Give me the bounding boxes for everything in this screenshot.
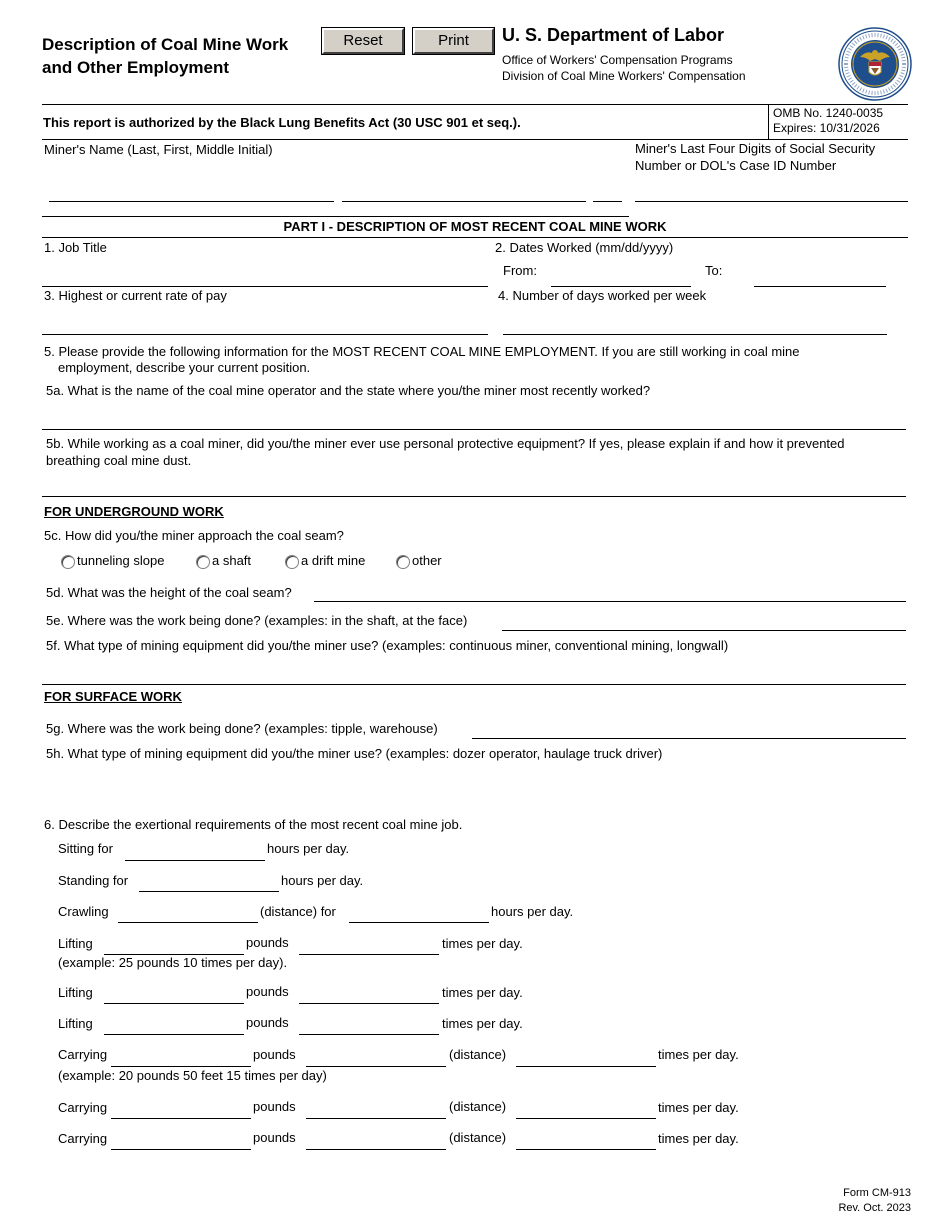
rate-of-pay-label: 3. Highest or current rate of pay	[44, 288, 227, 303]
carrying-times-field[interactable]	[516, 1066, 656, 1067]
last-name-field[interactable]	[49, 201, 334, 202]
miner-id-label-line1: Miner's Last Four Digits of Social Security	[635, 141, 876, 156]
lifting-pounds-field[interactable]	[104, 1003, 244, 1004]
q5g-label: 5g. Where was the work being done? (examples: tipple, warehouse)	[46, 721, 438, 736]
part1-heading: PART I - DESCRIPTION OF MOST RECENT COAL MINE WORK	[283, 219, 667, 234]
q5d-field[interactable]	[314, 601, 906, 602]
form-title-line2: and Other Employment	[42, 58, 230, 77]
radio-other[interactable]	[396, 555, 410, 569]
to-label: To:	[705, 263, 723, 278]
days-per-week-field[interactable]	[503, 334, 887, 335]
carrying-example: (example: 20 pounds 50 feet 15 times per day)	[58, 1068, 327, 1083]
carrying-distance-unit: (distance)	[449, 1130, 507, 1145]
lifting-times-unit: times per day.	[442, 985, 523, 1000]
carrying-times-unit: times per day.	[658, 1131, 739, 1146]
surface-heading: FOR SURFACE WORK	[44, 689, 182, 704]
standing-label: Standing for	[58, 873, 129, 888]
case-id-field[interactable]	[635, 201, 908, 202]
carrying-pounds-unit: pounds	[253, 1047, 296, 1062]
lifting-times-unit: times per day.	[442, 936, 523, 951]
carrying-label: Carrying	[58, 1100, 108, 1115]
carrying-distance-unit: (distance)	[449, 1047, 507, 1062]
radio-shaft[interactable]	[196, 555, 210, 569]
first-name-field[interactable]	[342, 201, 586, 202]
q5b-label-line2: breathing coal mine dust.	[46, 453, 192, 468]
job-title-field[interactable]	[42, 286, 488, 287]
carrying-pounds-unit: pounds	[253, 1130, 296, 1145]
print-button[interactable]: Print	[413, 28, 494, 54]
option-tunneling-slope-label: tunneling slope	[77, 553, 165, 568]
sitting-label: Sitting for	[58, 841, 113, 856]
lifting-label: Lifting	[58, 985, 93, 1000]
lifting-times-field[interactable]	[299, 1003, 439, 1004]
q5b-field[interactable]	[42, 496, 906, 497]
lifting-pounds-field[interactable]	[104, 1034, 244, 1035]
office-name: Office of Workers' Compensation Programs	[502, 53, 733, 67]
reset-button[interactable]: Reset	[322, 28, 404, 54]
division-name: Division of Coal Mine Workers' Compensation	[502, 69, 746, 83]
from-date-field[interactable]	[551, 286, 691, 287]
carrying-distance-field[interactable]	[306, 1118, 446, 1119]
q5g-field[interactable]	[472, 738, 906, 739]
lifting-label: Lifting	[58, 936, 93, 951]
carrying-label: Carrying	[58, 1047, 108, 1062]
q5a-field[interactable]	[42, 429, 906, 430]
lifting-label: Lifting	[58, 1016, 93, 1031]
q5f-label: 5f. What type of mining equipment did you/the miner use? (examples: continuous miner, conventional mining, longwall)	[46, 638, 729, 653]
q5c-label: 5c. How did you/the miner approach the coal seam?	[44, 528, 344, 543]
q5e-field[interactable]	[502, 630, 906, 631]
form-number: Form CM-913	[843, 1187, 911, 1199]
q5b-label-line1: 5b. While working as a coal miner, did you/the miner ever use personal protective equipment? If yes, please explain if and how it prevented	[46, 436, 845, 451]
radio-tunneling-slope[interactable]	[61, 555, 75, 569]
q5-text-line2: employment, describe your current position.	[58, 360, 311, 375]
carrying-pounds-field[interactable]	[111, 1066, 251, 1067]
lifting-pounds-unit: pounds	[246, 1015, 289, 1030]
radio-drift-mine[interactable]	[285, 555, 299, 569]
sitting-hours-field[interactable]	[125, 860, 265, 861]
standing-hours-field[interactable]	[139, 891, 279, 892]
form-title	[42, 33, 332, 79]
carrying-times-unit: times per day.	[658, 1100, 739, 1115]
option-other-label: other	[412, 553, 442, 568]
carrying-distance-field[interactable]	[306, 1149, 446, 1150]
standing-unit: hours per day.	[281, 873, 364, 888]
option-drift-mine-label: a drift mine	[301, 553, 366, 568]
lifting-example: (example: 25 pounds 10 times per day).	[58, 955, 288, 970]
form-title-line1: Description of Coal Mine Work	[42, 35, 289, 54]
revision-date: Rev. Oct. 2023	[838, 1202, 911, 1214]
q5h-label: 5h. What type of mining equipment did you/the miner use? (examples: dozer operator, haulage truck driver)	[46, 746, 663, 761]
lifting-times-unit: times per day.	[442, 1016, 523, 1031]
dol-seal-icon	[838, 27, 912, 101]
q5e-label: 5e. Where was the work being done? (examples: in the shaft, at the face)	[46, 613, 468, 628]
carrying-times-unit: times per day.	[658, 1047, 739, 1062]
authority-statement: This report is authorized by the Black Lung Benefits Act (30 USC 901 et seq.).	[43, 115, 521, 130]
rate-of-pay-field[interactable]	[42, 334, 488, 335]
crawling-hours-field[interactable]	[349, 922, 489, 923]
crawling-label: Crawling	[58, 904, 109, 919]
lifting-times-field[interactable]	[299, 954, 439, 955]
crawling-unit: hours per day.	[491, 904, 574, 919]
lifting-pounds-unit: pounds	[246, 984, 289, 999]
carrying-distance-unit: (distance)	[449, 1099, 507, 1114]
carrying-pounds-field[interactable]	[111, 1149, 251, 1150]
option-shaft-label: a shaft	[212, 553, 252, 568]
job-title-label: 1. Job Title	[44, 240, 107, 255]
dates-worked-label: 2. Dates Worked (mm/dd/yyyy)	[495, 240, 674, 255]
q5f-field[interactable]	[42, 684, 906, 685]
expiration-date: Expires: 10/31/2026	[773, 121, 880, 135]
carrying-label: Carrying	[58, 1131, 108, 1146]
omb-number: OMB No. 1240-0035	[773, 106, 884, 120]
carrying-times-field[interactable]	[516, 1118, 656, 1119]
carrying-times-field[interactable]	[516, 1149, 656, 1150]
miner-name-label: Miner's Name (Last, First, Middle Initial)	[44, 142, 273, 157]
q5-text-line1: 5. Please provide the following information for the MOST RECENT COAL MINE EMPLOYMENT. If you are still working in coal mine	[44, 344, 800, 359]
carrying-pounds-field[interactable]	[111, 1118, 251, 1119]
underground-heading: FOR UNDERGROUND WORK	[44, 504, 224, 519]
middle-initial-field[interactable]	[593, 201, 622, 202]
days-per-week-label: 4. Number of days worked per week	[498, 288, 707, 303]
q5d-label: 5d. What was the height of the coal seam?	[46, 585, 292, 600]
carrying-pounds-unit: pounds	[253, 1099, 296, 1114]
from-label: From:	[503, 263, 537, 278]
to-date-field[interactable]	[754, 286, 886, 287]
lifting-times-field[interactable]	[299, 1034, 439, 1035]
sitting-unit: hours per day.	[267, 841, 350, 856]
lifting-pounds-unit: pounds	[246, 935, 289, 950]
carrying-distance-field[interactable]	[306, 1066, 446, 1067]
crawling-distance-for: (distance) for	[260, 904, 336, 919]
q6-label: 6. Describe the exertional requirements of the most recent coal mine job.	[44, 817, 463, 832]
agency-name: U. S. Department of Labor	[502, 25, 725, 45]
crawling-distance-field[interactable]	[118, 922, 258, 923]
miner-id-label-line2: Number or DOL's Case ID Number	[635, 158, 837, 173]
q5a-label: 5a. What is the name of the coal mine operator and the state where you/the miner most recently worked?	[46, 383, 651, 398]
